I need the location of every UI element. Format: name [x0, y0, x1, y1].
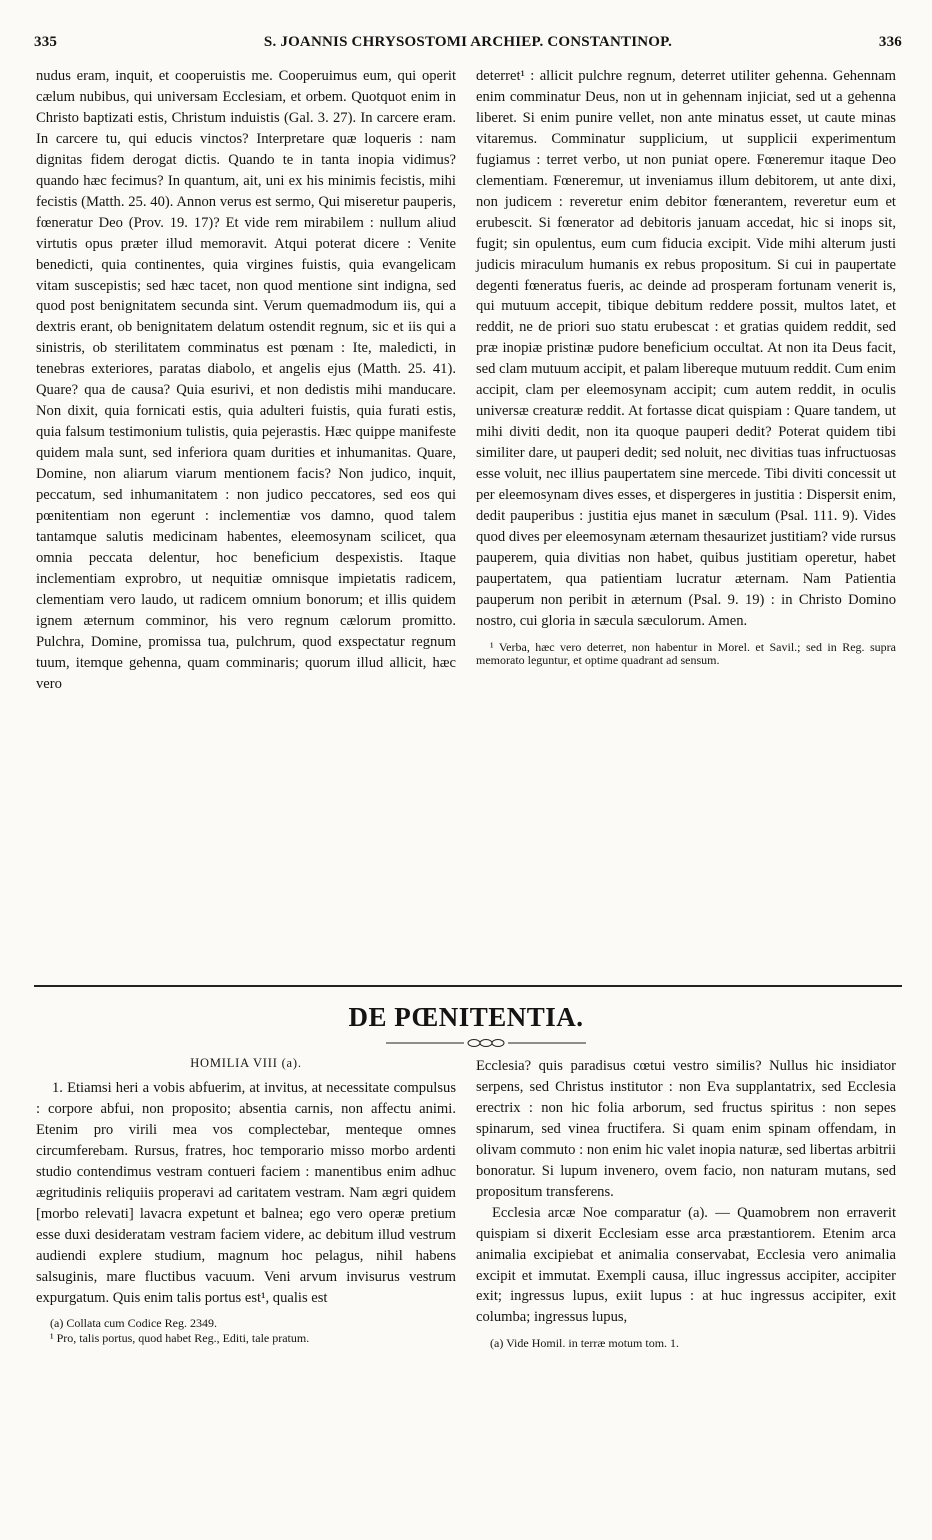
ornament-divider-icon	[386, 1038, 586, 1048]
page-number-left: 335	[34, 34, 58, 50]
running-title: S. JOANNIS CHRYSOSTOMI ARCHIEP. CONSTANTINOP.	[263, 34, 673, 50]
bottom-right-paragraph-1: Ecclesia? quis paradisus cœtui vestro similis? Nullus hic insidiator serpens, sed Christus institutor : non Eva supplantatrix, sed Ecclesia erectrix : non hic folia arborum, sed fructus spiritus : non sepes spinarum, sed vinea fructifera. Si quam enim spinam offendam, in olivam commuto : non enim hic valet inopia naturæ, sed libertas arbitrii bonoratur. Si lupum invenero, ovem facio, non naturam mutans, sed propositum transferens.	[476, 1058, 896, 1200]
top-right-paragraph: deterret¹ : allicit pulchre regnum, deterret utiliter gehenna. Gehennam enim comminatur Deus, non ut in gehennam injiciat, sed ut a gehenna liberet. Si enim punire vellet, non ante minatus esset, ut caute minas vitaremus. Comminatur supplicium, ut supplicii experimentum fugiamus : terret verbo, ut non puniat opere. Fœneremur itaque Deo clementiam. Fœneremur, ut inveniamus illum debitorem, ut ante dixi, non judicem : reveretur enim debitor fœnerantem, reveretur eum et erubescit. Si fœnerator ad debitoris januam accedat, hic si inops sit, fugit; sin opulentus, eum cum fiducia excipit. Vide mihi alterum justi judicis miraculum humanis ex rebus propositum. Si cui in paupertate degenti fœneratus fueris, ac deinde ad prosperam fortunam venerit is, qui mutuum accepit, tibique debitum reddere possit, multos latet, et reddit, ne de priori suo statu erubescat : et gratias quidem reddit, sed præ inopiæ pristinæ pudore beneficium occultat. At non ita Deus facit, sed clam mutuum accipit, et palam libereque mutuum reddit. Cum enim accipit, clam per eleemosynam accipit; cum autem reddit, in oculis universæ creaturæ reddit. At fortasse dicat quispiam : Quare tandem, ut mihi diviti dedit, non ita quoque pauperi dedit? Poterat quidem tibi similiter dare, ut pauperi dedit; sed noluit, nec divitias tuas infructuosas esse voluit, nec illius paupertatem sine mercede. Tibi diviti concessit ut per eleemosynam dives esses, et dispergeres in justitia : Dispersit enim, dedit pauperibus : justitia ejus manet in sæculum (Psal. 111. 9). Vides quod dives per eleemosynam æternam thesaurizet justitiam? vide rursus pauperem, quia divitias non habet, quibus justitiam operetur, habet paupertatem, qua patientiam lucratur æternam. Nam Patientia pauperum non peribit in æternum (Psal. 9. 19) : in Christo Domino nostro, cui gloria in sæcula sæculorum. Amen.	[476, 68, 896, 629]
bottom-right-column	[476, 1056, 896, 1351]
section-divider-rule	[34, 985, 902, 987]
top-left-column	[36, 66, 456, 695]
page-number-right: 336	[878, 34, 902, 50]
bottom-right-paragraph-2: Ecclesia arcæ Noe comparatur (a). — Quamobrem non erraverit quispiam si dixerit Ecclesiam esse arca præstantiorem. Etenim arca animalia excipiebat et animalia conservabat, Ecclesia vero animalia excipit et immutat. Exempli causa, illuc ingressus accipiter, accipiter exit; ingressus lupus, exiit lupus : at huc ingressus accipiter, exit columba; ingressus lupus,	[476, 1204, 896, 1326]
top-right-footnote: ¹ Verba, hæc vero deterret, non habentur in Morel. et Savil.; sed in Reg. supra memorato leguntur, et optime quadrant ad sensum.	[476, 639, 896, 668]
bottom-left-footnotes	[36, 1316, 456, 1344]
bottom-right-footnote: (a) Vide Homil. in terræ motum tom. 1.	[490, 1336, 680, 1351]
homily-label: HOMILIA VIII (a).	[190, 1056, 302, 1070]
running-header	[34, 34, 902, 62]
footnote-1: ¹ Pro, talis portus, quod habet Reg., Editi, tale pratum.	[50, 1330, 310, 1345]
footnote-a: (a) Collata cum Codice Reg. 2349.	[50, 1316, 217, 1331]
bottom-left-paragraph: 1. Etiamsi heri a vobis abfuerim, at invitus, at necessitate compulsus : corpore abfui, non proposito; absentia carnis, non affectu animi. Etenim pro virili mea vos complectebar, menteque omnes circumferebam. Rursus, fratres, hoc temporario misso morbo ardenti studio contendimus vestram contueri faciem : manentibus enim adhuc ægritudinis reliquiis properavi ad caritatem vestram. Nam ægri quidem [morbo relevati] lavacra expetunt et balnea; ego vero operæ pretium esse duxi desideratam vestram faciem videre, ac debitum illud vestrum audiendi explere studium, magnum hoc pelagus, nihil habens salsuginis, mare fluctibus vacuum. Veni arvum invisurus vestrum expurgatum. Quis enim talis portus est¹, qualis est	[36, 1080, 456, 1306]
section-title: DE PŒNITENTIA.	[348, 1002, 584, 1032]
bottom-left-column	[36, 1078, 456, 1345]
top-right-column	[476, 66, 896, 668]
top-left-paragraph: nudus eram, inquit, et cooperuistis me. Cooperuimus eum, qui operit cælum nubibus, qui universam Ecclesiam, et orbem. Quotquot enim in Christo baptizati estis, Christum induistis (Gal. 3. 27). In carcere eram. In carcere tu, qui educis vinctos? Interpretare quæ loqueris : nam dignitas fidem derogat dictis. Quando te in tanta inopia vidimus? quando hæc fecimus? In quantum, ait, uni ex his minimis fecistis, mihi fecistis (Matth. 25. 40). Annon verus est sermo, Qui miseretur pauperis, fœneratur Deo (Prov. 19. 17)? Et vide rem mirabilem : nullum aliud virtutis opus præter illud memoravit. Atqui poterat dicere : Venite benedicti, quia continentes, quia virgines fuistis, quia evangelicam vitam suscepistis; sed hæc tacet, non quod mentione sint indigna, sed quod post benignitatem secunda sint. Verum quemadmodum iis, qui a dextris erant, ob benignitatem delatum ostendit regnum, sic et iis qui a sinistris, ob sterilitatem comminatus est pœnam : Ite, maledicti, in tenebras exteriores, paratas diabolo, et angelis ejus (Matth. 25. 41). Quare? qua de causa? Quia esurivi, et non dedistis mihi manducare. Non dixit, quia fornicati estis, quia adulteri fuistis, quia furati estis, quia falsum testimonium tulistis, quia pejerastis. Hæc quippe manifeste quidem mala sunt, sed inferiora quam durities et inhumanitas. Quare, Domine, non aliarum viarum mentionem facis? Non judico, inquit, peccatum, sed inhumanitatem : non judico peccatores, sed eos qui pœnitentiam non egerunt : inclementiæ vos damno, quod talem tantamque salutis medicinam habentes, eleemosynam scilicet, qua omnia peccata delentur, hoc beneficium despexistis. Itaque inclementiam exprobro, ut nequitiæ omnisque impietatis radicem, clementiam vero laudo, ut radicem omnium bonorum; et illis quidem ignem æternum comminor, his vero regnum cælorum promitto. Pulchra, Domine, promissa tua, pulchrum, quod exspectatur regnum tuum, itemque gehenna, quam comminaris; quorum illud allicit, hæc vero	[36, 68, 456, 692]
